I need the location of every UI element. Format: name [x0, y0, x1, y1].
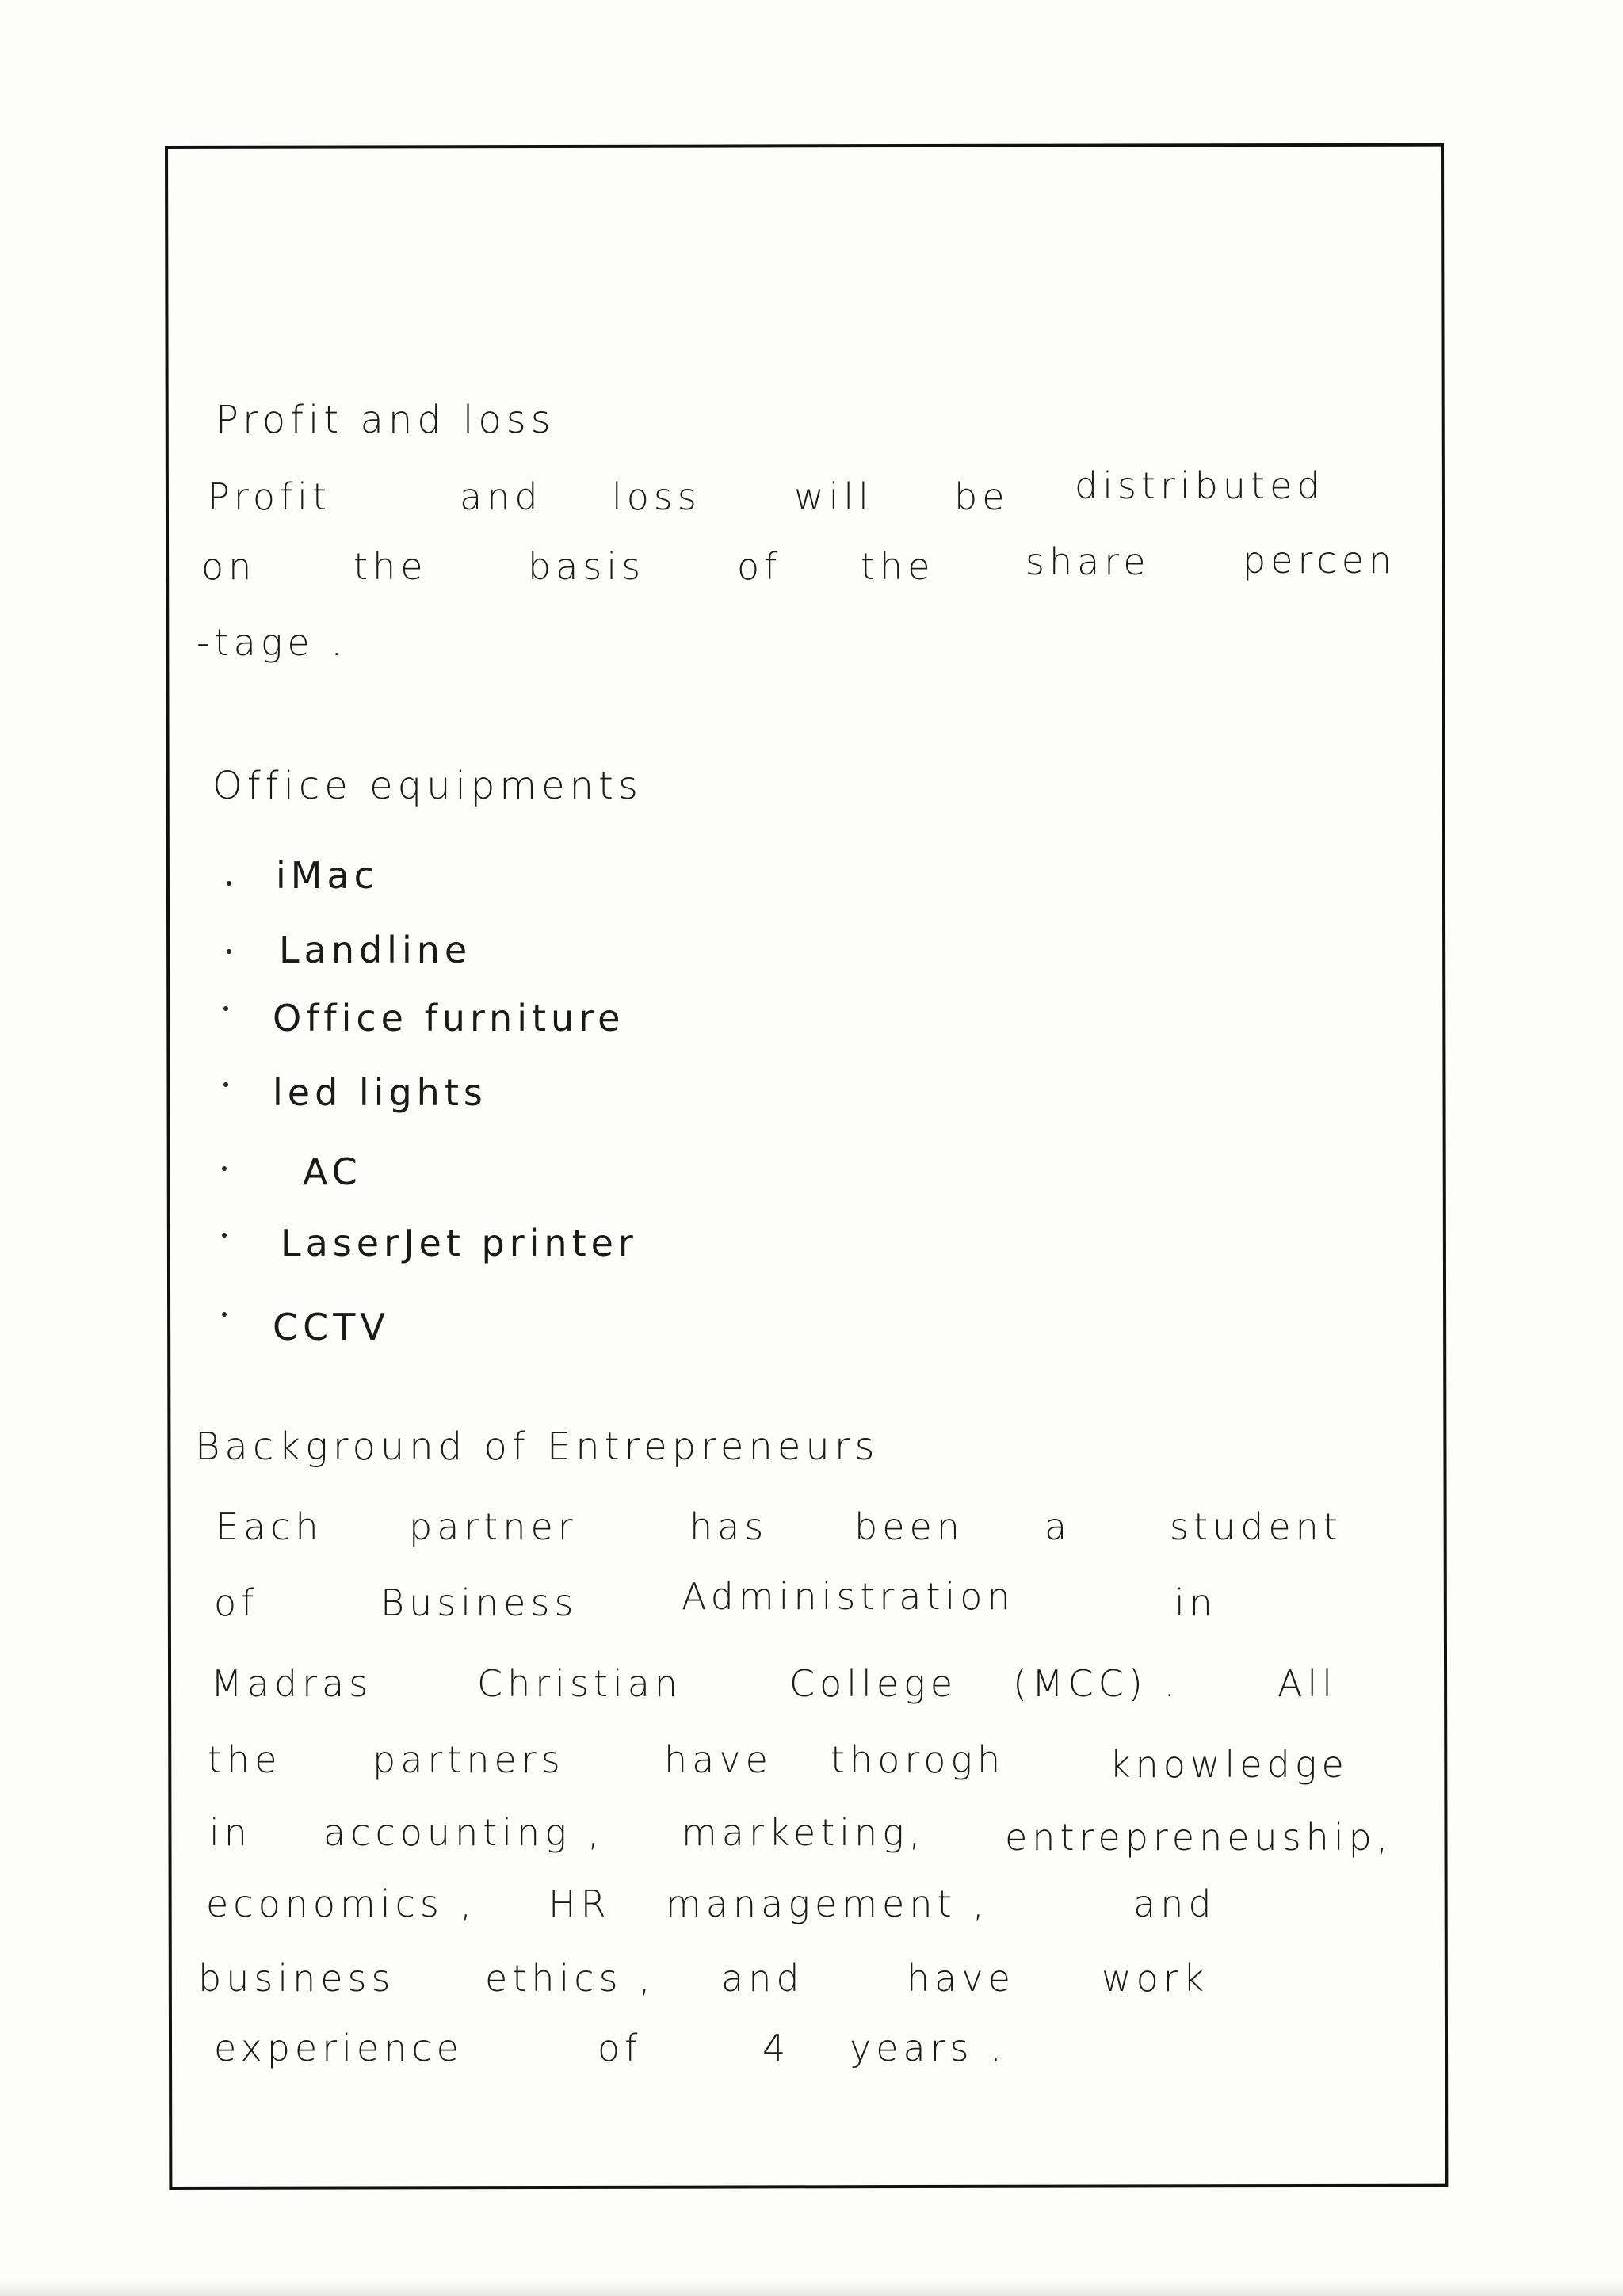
- bullet-icon: [222, 1233, 227, 1238]
- word: HR: [548, 1882, 611, 1925]
- word: has: [689, 1505, 769, 1548]
- list-item: led lights: [273, 1071, 487, 1114]
- word: the: [861, 545, 935, 588]
- word: Profit: [208, 475, 331, 518]
- bullet-icon: [227, 949, 231, 954]
- office-equipments-heading: Office equipments: [212, 764, 643, 808]
- word: a: [1044, 1505, 1072, 1548]
- word: in: [209, 1811, 252, 1854]
- word: the: [208, 1738, 282, 1781]
- word: and: [460, 475, 543, 518]
- word: experience: [214, 2027, 464, 2069]
- background-heading: Background of Entrepreneurs: [195, 1425, 880, 1469]
- word: years .: [850, 2027, 1006, 2069]
- list-item: CCTV: [273, 1306, 390, 1348]
- list-item: LaserJet printer: [281, 1222, 638, 1264]
- bullet-icon: [223, 1006, 228, 1011]
- word: College: [789, 1662, 958, 1705]
- word: have: [907, 1957, 1015, 2000]
- profit-loss-heading: Profit and loss: [216, 398, 556, 442]
- list-item: iMac: [276, 854, 379, 897]
- bullet-icon: [222, 1312, 227, 1317]
- word: on: [201, 545, 257, 588]
- word: management ,: [666, 1882, 989, 1925]
- word: share: [1025, 540, 1151, 583]
- word: entrepreneuship,: [1005, 1816, 1393, 1859]
- word: accounting ,: [323, 1811, 605, 1854]
- word: of: [598, 2027, 643, 2069]
- bullet-icon: [223, 1082, 228, 1087]
- list-item: Office furniture: [273, 997, 625, 1039]
- list-item: AC: [303, 1150, 362, 1193]
- word: been: [854, 1505, 964, 1548]
- word: business: [198, 1957, 395, 2000]
- word: partner: [409, 1505, 578, 1548]
- word: and: [721, 1957, 804, 2000]
- word: and: [1133, 1882, 1216, 1925]
- word: be: [954, 475, 1010, 518]
- word: Each: [216, 1505, 323, 1548]
- word: percen: [1243, 539, 1397, 582]
- bullet-icon: [222, 1166, 227, 1171]
- profit-line-3: -tage .: [197, 621, 347, 664]
- word: work: [1102, 1957, 1209, 2000]
- word: Christian: [477, 1662, 683, 1705]
- list-item: Landline: [279, 929, 472, 971]
- word: loss: [612, 475, 701, 518]
- word: All: [1277, 1662, 1338, 1705]
- word: 4: [762, 2027, 791, 2069]
- word: marketing,: [682, 1811, 926, 1854]
- word: of: [737, 545, 782, 588]
- word: will: [794, 475, 873, 518]
- word: basis: [528, 545, 646, 588]
- bullet-icon: [227, 881, 231, 886]
- word: knowledge: [1109, 1743, 1349, 1786]
- word: economics ,: [206, 1882, 477, 1925]
- scan-edge: [0, 2280, 1623, 2296]
- word: in: [1174, 1581, 1217, 1624]
- word: distributed: [1075, 464, 1325, 507]
- word: Business: [380, 1581, 579, 1624]
- word: ethics ,: [485, 1957, 655, 2000]
- word: of: [214, 1581, 259, 1624]
- word: partners: [372, 1738, 565, 1781]
- word: Administration: [682, 1575, 1015, 1618]
- word: have: [664, 1738, 773, 1781]
- word: thorogh: [831, 1738, 1006, 1781]
- word: the: [353, 545, 428, 588]
- word: Madras: [211, 1662, 373, 1705]
- word: (MCC) .: [1013, 1662, 1181, 1705]
- word: student: [1170, 1505, 1342, 1548]
